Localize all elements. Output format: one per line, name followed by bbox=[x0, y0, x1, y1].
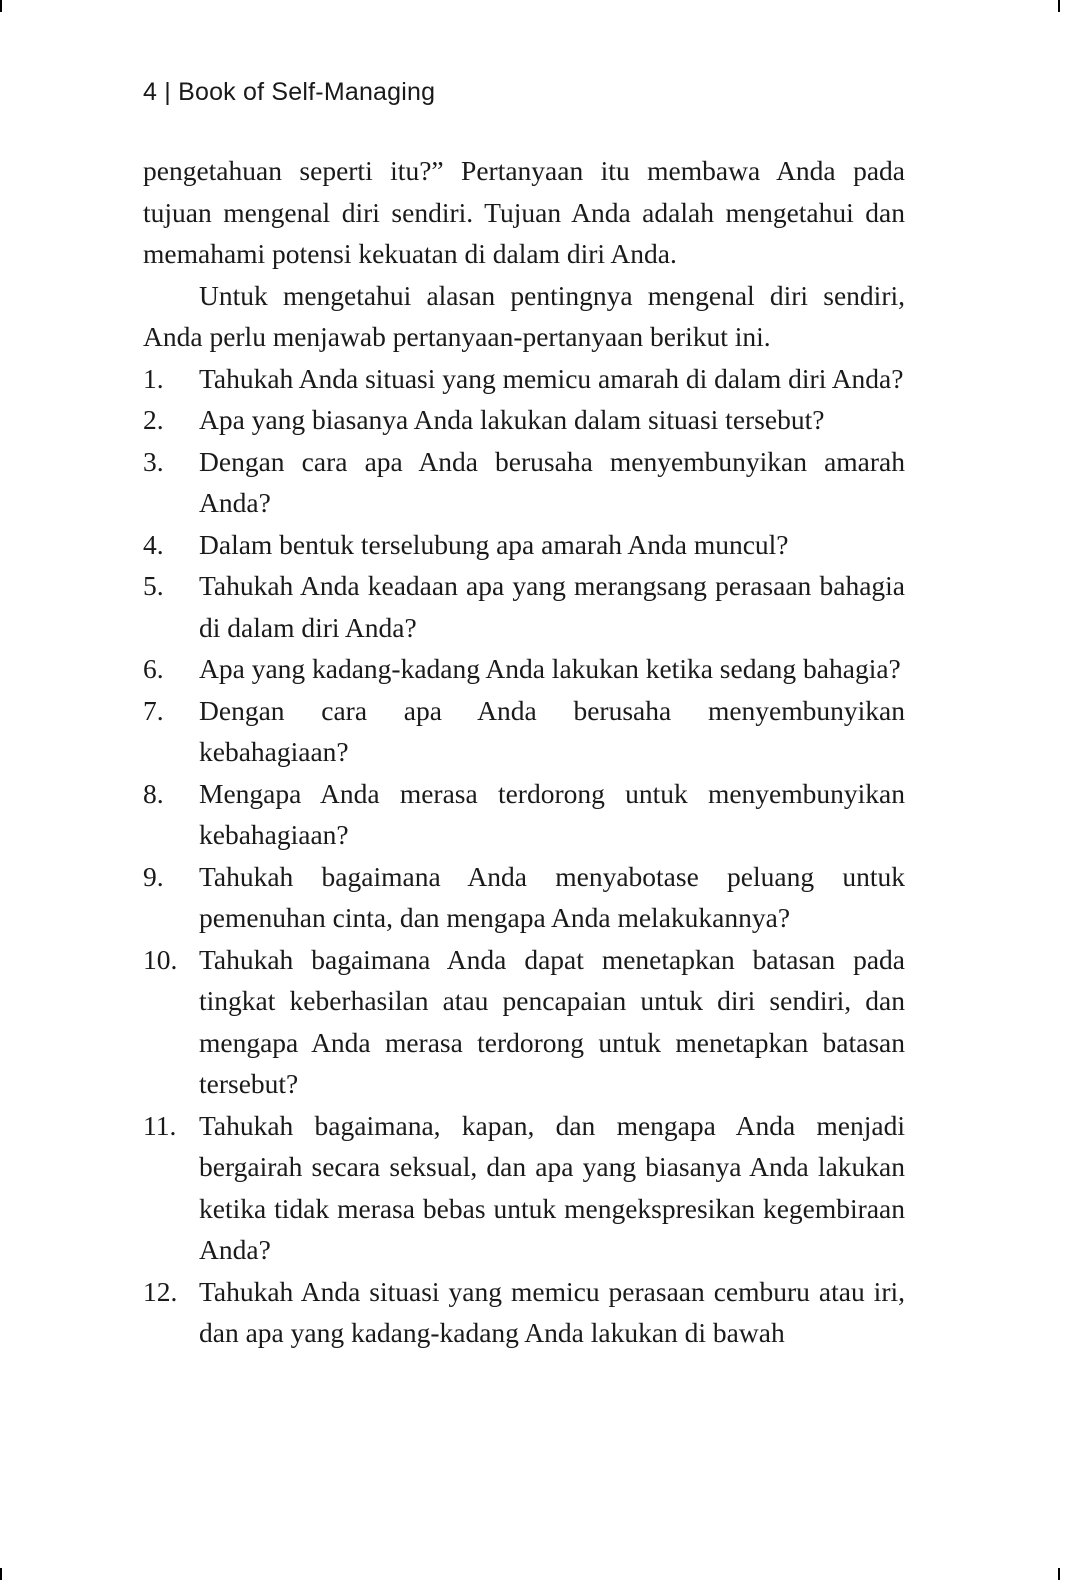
list-item-number: 9. bbox=[143, 860, 164, 892]
list-item-number: 8. bbox=[143, 777, 164, 809]
list-item-number: 3. bbox=[143, 445, 164, 477]
list-item-text: Apa yang kadang-kadang Anda lakukan ketika sedang bahagia? bbox=[199, 653, 901, 684]
list-item-number: 1. bbox=[143, 362, 164, 394]
list-item-text: Tahukah Anda keadaan apa yang merangsang perasaan bahagia di dalam diri Anda? bbox=[199, 570, 905, 643]
list-item-text: Tahukah Anda situasi yang memicu amarah di dalam diri Anda? bbox=[199, 362, 904, 394]
list-item-text: Tahukah bagaimana, kapan, dan mengapa Anda menjadi bergairah secara seksual, dan apa yang biasanya Anda lakukan ketika tidak merasa bebas untuk mengekspresikan kegembiraan Anda? bbox=[199, 1109, 905, 1265]
list-item bbox=[143, 856, 905, 939]
list-item-text: Mengapa Anda merasa terdorong untuk menyembunyikan kebahagiaan? bbox=[199, 777, 905, 850]
list-item-number: 12. bbox=[143, 1275, 178, 1307]
question-list bbox=[143, 358, 905, 1354]
list-item-number: 10. bbox=[143, 943, 178, 975]
list-item-text: Dengan cara apa Anda berusaha menyembunyikan kebahagiaan? bbox=[199, 694, 905, 767]
list-item-number: 2. bbox=[143, 404, 164, 435]
list-item-number: 6. bbox=[143, 653, 164, 684]
list-item-number: 5. bbox=[143, 570, 164, 601]
list-item-text: Dengan cara apa Anda berusaha menyembunyikan amarah Anda? bbox=[199, 445, 905, 518]
list-item-number: 7. bbox=[143, 694, 164, 726]
list-item bbox=[143, 524, 905, 566]
list-item-text: Dalam bentuk terselubung apa amarah Anda muncul? bbox=[199, 528, 789, 560]
crop-mark-bottom-right bbox=[1058, 1568, 1060, 1580]
list-item-text: Tahukah Anda situasi yang memicu perasaan cemburu atau iri, dan apa yang kadang-kadang Anda lakukan di bawah bbox=[199, 1275, 905, 1348]
list-item-number: 4. bbox=[143, 528, 164, 560]
list-item bbox=[143, 1271, 905, 1354]
list-item bbox=[143, 565, 905, 648]
crop-mark-bottom-left bbox=[0, 1568, 2, 1580]
list-item bbox=[143, 648, 905, 690]
page-body bbox=[143, 150, 905, 1354]
running-head: 4 | Book of Self-Managing bbox=[143, 78, 436, 106]
paragraph: pengetahuan seperti itu?” Pertanyaan itu membawa Anda pada tujuan mengenal diri sendiri. Tujuan Anda adalah mengetahui dan memahami potensi kekuatan di dalam diri Anda. bbox=[143, 155, 905, 269]
list-item bbox=[143, 1105, 905, 1271]
list-item bbox=[143, 690, 905, 773]
list-item-text: Apa yang biasanya Anda lakukan dalam situasi tersebut? bbox=[199, 404, 825, 435]
list-item-text: Tahukah bagaimana Anda menyabotase peluang untuk pemenuhan cinta, dan mengapa Anda melakukannya? bbox=[199, 860, 905, 933]
list-item bbox=[143, 773, 905, 856]
list-item bbox=[143, 939, 905, 1105]
paragraph: Untuk mengetahui alasan pentingnya mengenal diri sendiri, Anda perlu menjawab pertanyaan-pertanyaan berikut ini. bbox=[143, 279, 905, 352]
list-item bbox=[143, 441, 905, 524]
list-item bbox=[143, 399, 905, 441]
list-item-number: 11. bbox=[143, 1109, 177, 1141]
crop-mark-top-left bbox=[0, 0, 2, 12]
list-item bbox=[143, 358, 905, 400]
crop-mark-top-right bbox=[1058, 0, 1060, 12]
list-item-text: Tahukah bagaimana Anda dapat menetapkan batasan pada tingkat keberhasilan atau pencapaian untuk diri sendiri, dan mengapa Anda merasa terdorong untuk menetapkan batasan tersebut? bbox=[199, 943, 905, 1099]
